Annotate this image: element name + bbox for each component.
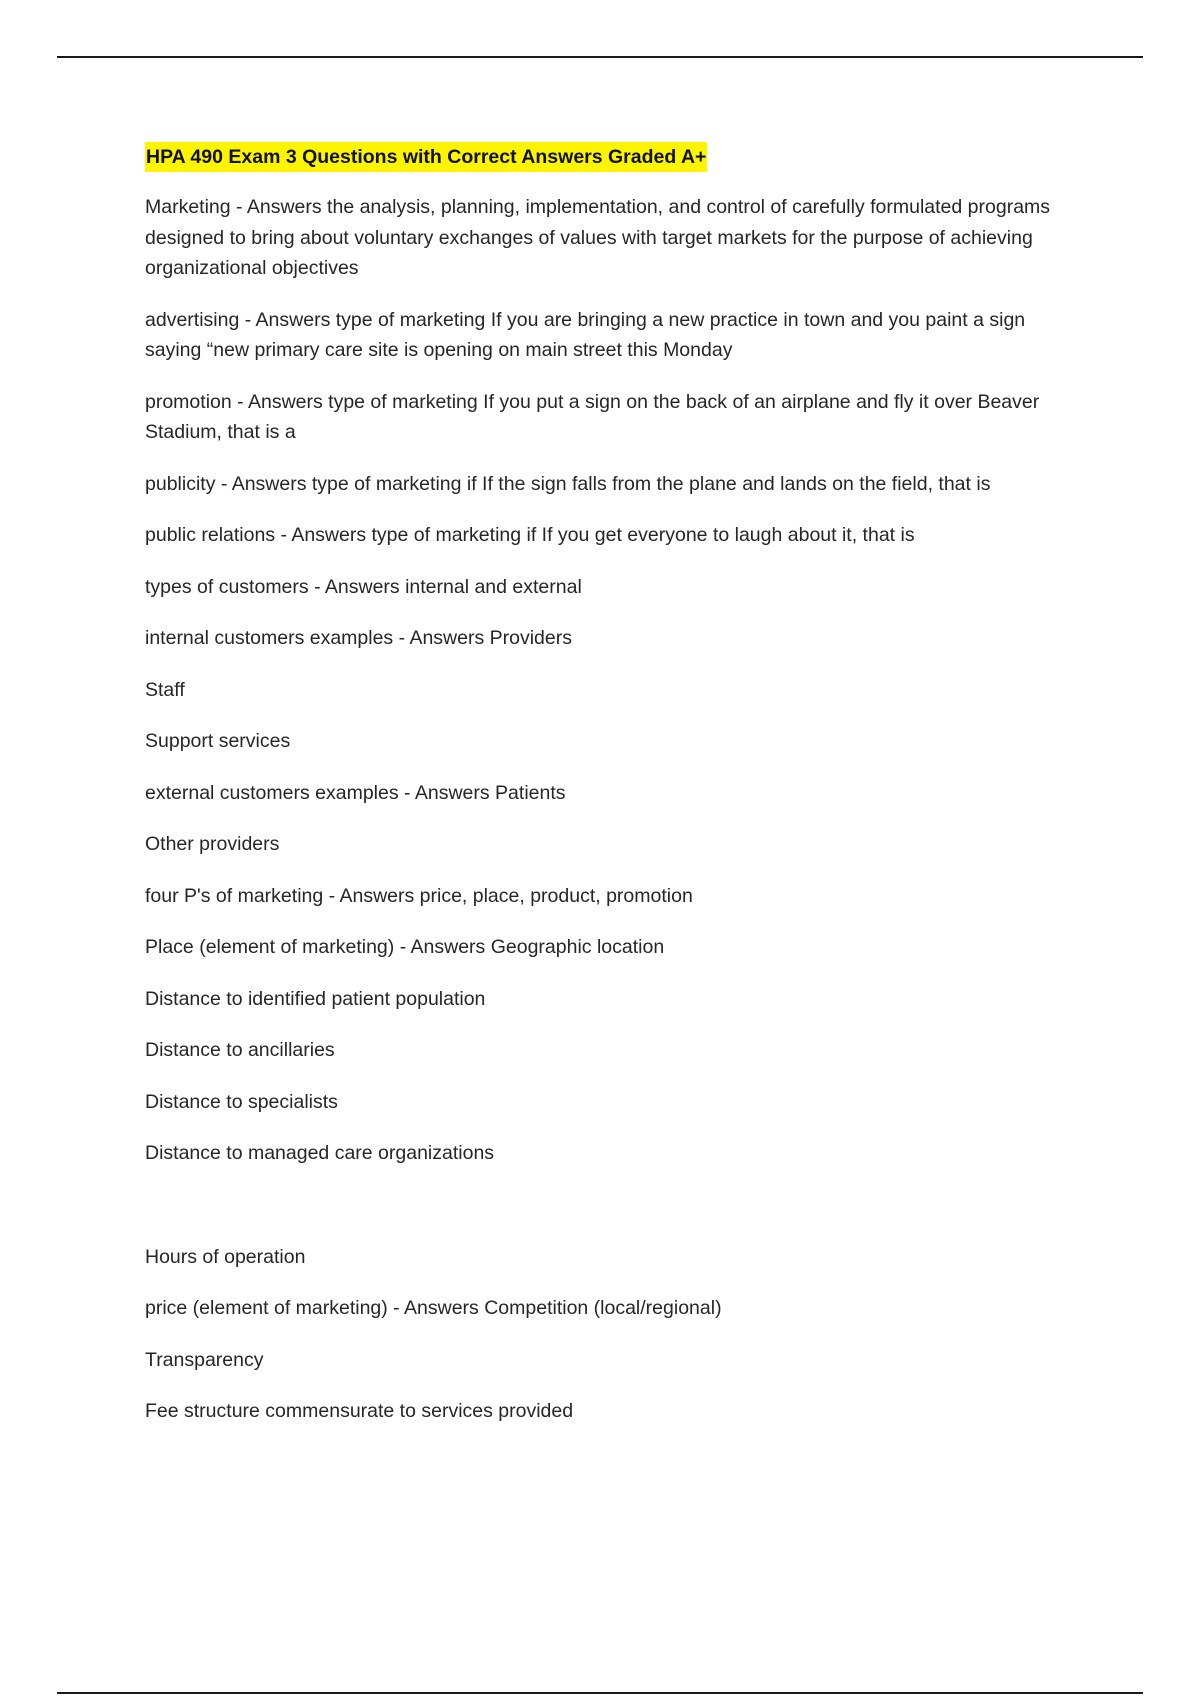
qa-entry-line: Hours of operation	[145, 1245, 306, 1268]
qa-entry-publicity: publicity - Answers type of marketing if If the sign falls from the plane and lands on the field, that is	[145, 472, 991, 495]
qa-entry-line: Distance to managed care organizations	[145, 1142, 495, 1164]
qa-entry-line: Support services	[145, 730, 291, 752]
qa-entry-types-of-customers: types of customers - Answers internal and external	[145, 575, 582, 598]
qa-entry-line: Distance to identified patient population	[145, 987, 486, 1010]
qa-entry-marketing: Marketing - Answers the analysis, planning, implementation, and control of carefully formulated programs designed to bring about voluntary exchanges of values with target markets for the purpose of achieving organizational objectives	[145, 196, 1051, 279]
qa-entry-internal-customers: internal customers examples - Answers Providers	[145, 627, 572, 649]
header-rule	[57, 56, 1143, 58]
qa-entry-external-customers: external customers examples - Answers Patients	[145, 781, 566, 804]
qa-entry-line: Staff	[145, 678, 185, 701]
qa-entry-line: Fee structure commensurate to services provided	[145, 1400, 574, 1422]
qa-entry-advertising: advertising - Answers type of marketing If you are bringing a new practice in town and you paint a sign saying “new primary care site is opening on main street this Monday	[145, 308, 1026, 361]
qa-entry-line: Other providers	[145, 833, 280, 855]
qa-entry-price: price (element of marketing) - Answers Competition (local/regional)	[145, 1297, 722, 1319]
qa-entry-line: Distance to specialists	[145, 1090, 338, 1113]
qa-entry-place: Place (element of marketing) - Answers Geographic location	[145, 936, 665, 958]
qa-entry-four-ps: four P's of marketing - Answers price, place, product, promotion	[145, 884, 693, 907]
qa-entry-line: Transparency	[145, 1348, 264, 1371]
qa-entry-public-relations: public relations - Answers type of marketing if If you get everyone to laugh about it, that is	[145, 524, 915, 546]
footer-rule	[57, 1692, 1143, 1694]
document-title: HPA 490 Exam 3 Questions with Correct Answers Graded A+	[145, 142, 707, 172]
qa-entry-promotion: promotion - Answers type of marketing If you put a sign on the back of an airplane and fly it over Beaver Stadium, that is a	[145, 390, 1040, 443]
qa-entry-line: Distance to ancillaries	[145, 1039, 335, 1061]
qa-list	[145, 192, 1085, 1427]
document-body	[145, 142, 1085, 1448]
